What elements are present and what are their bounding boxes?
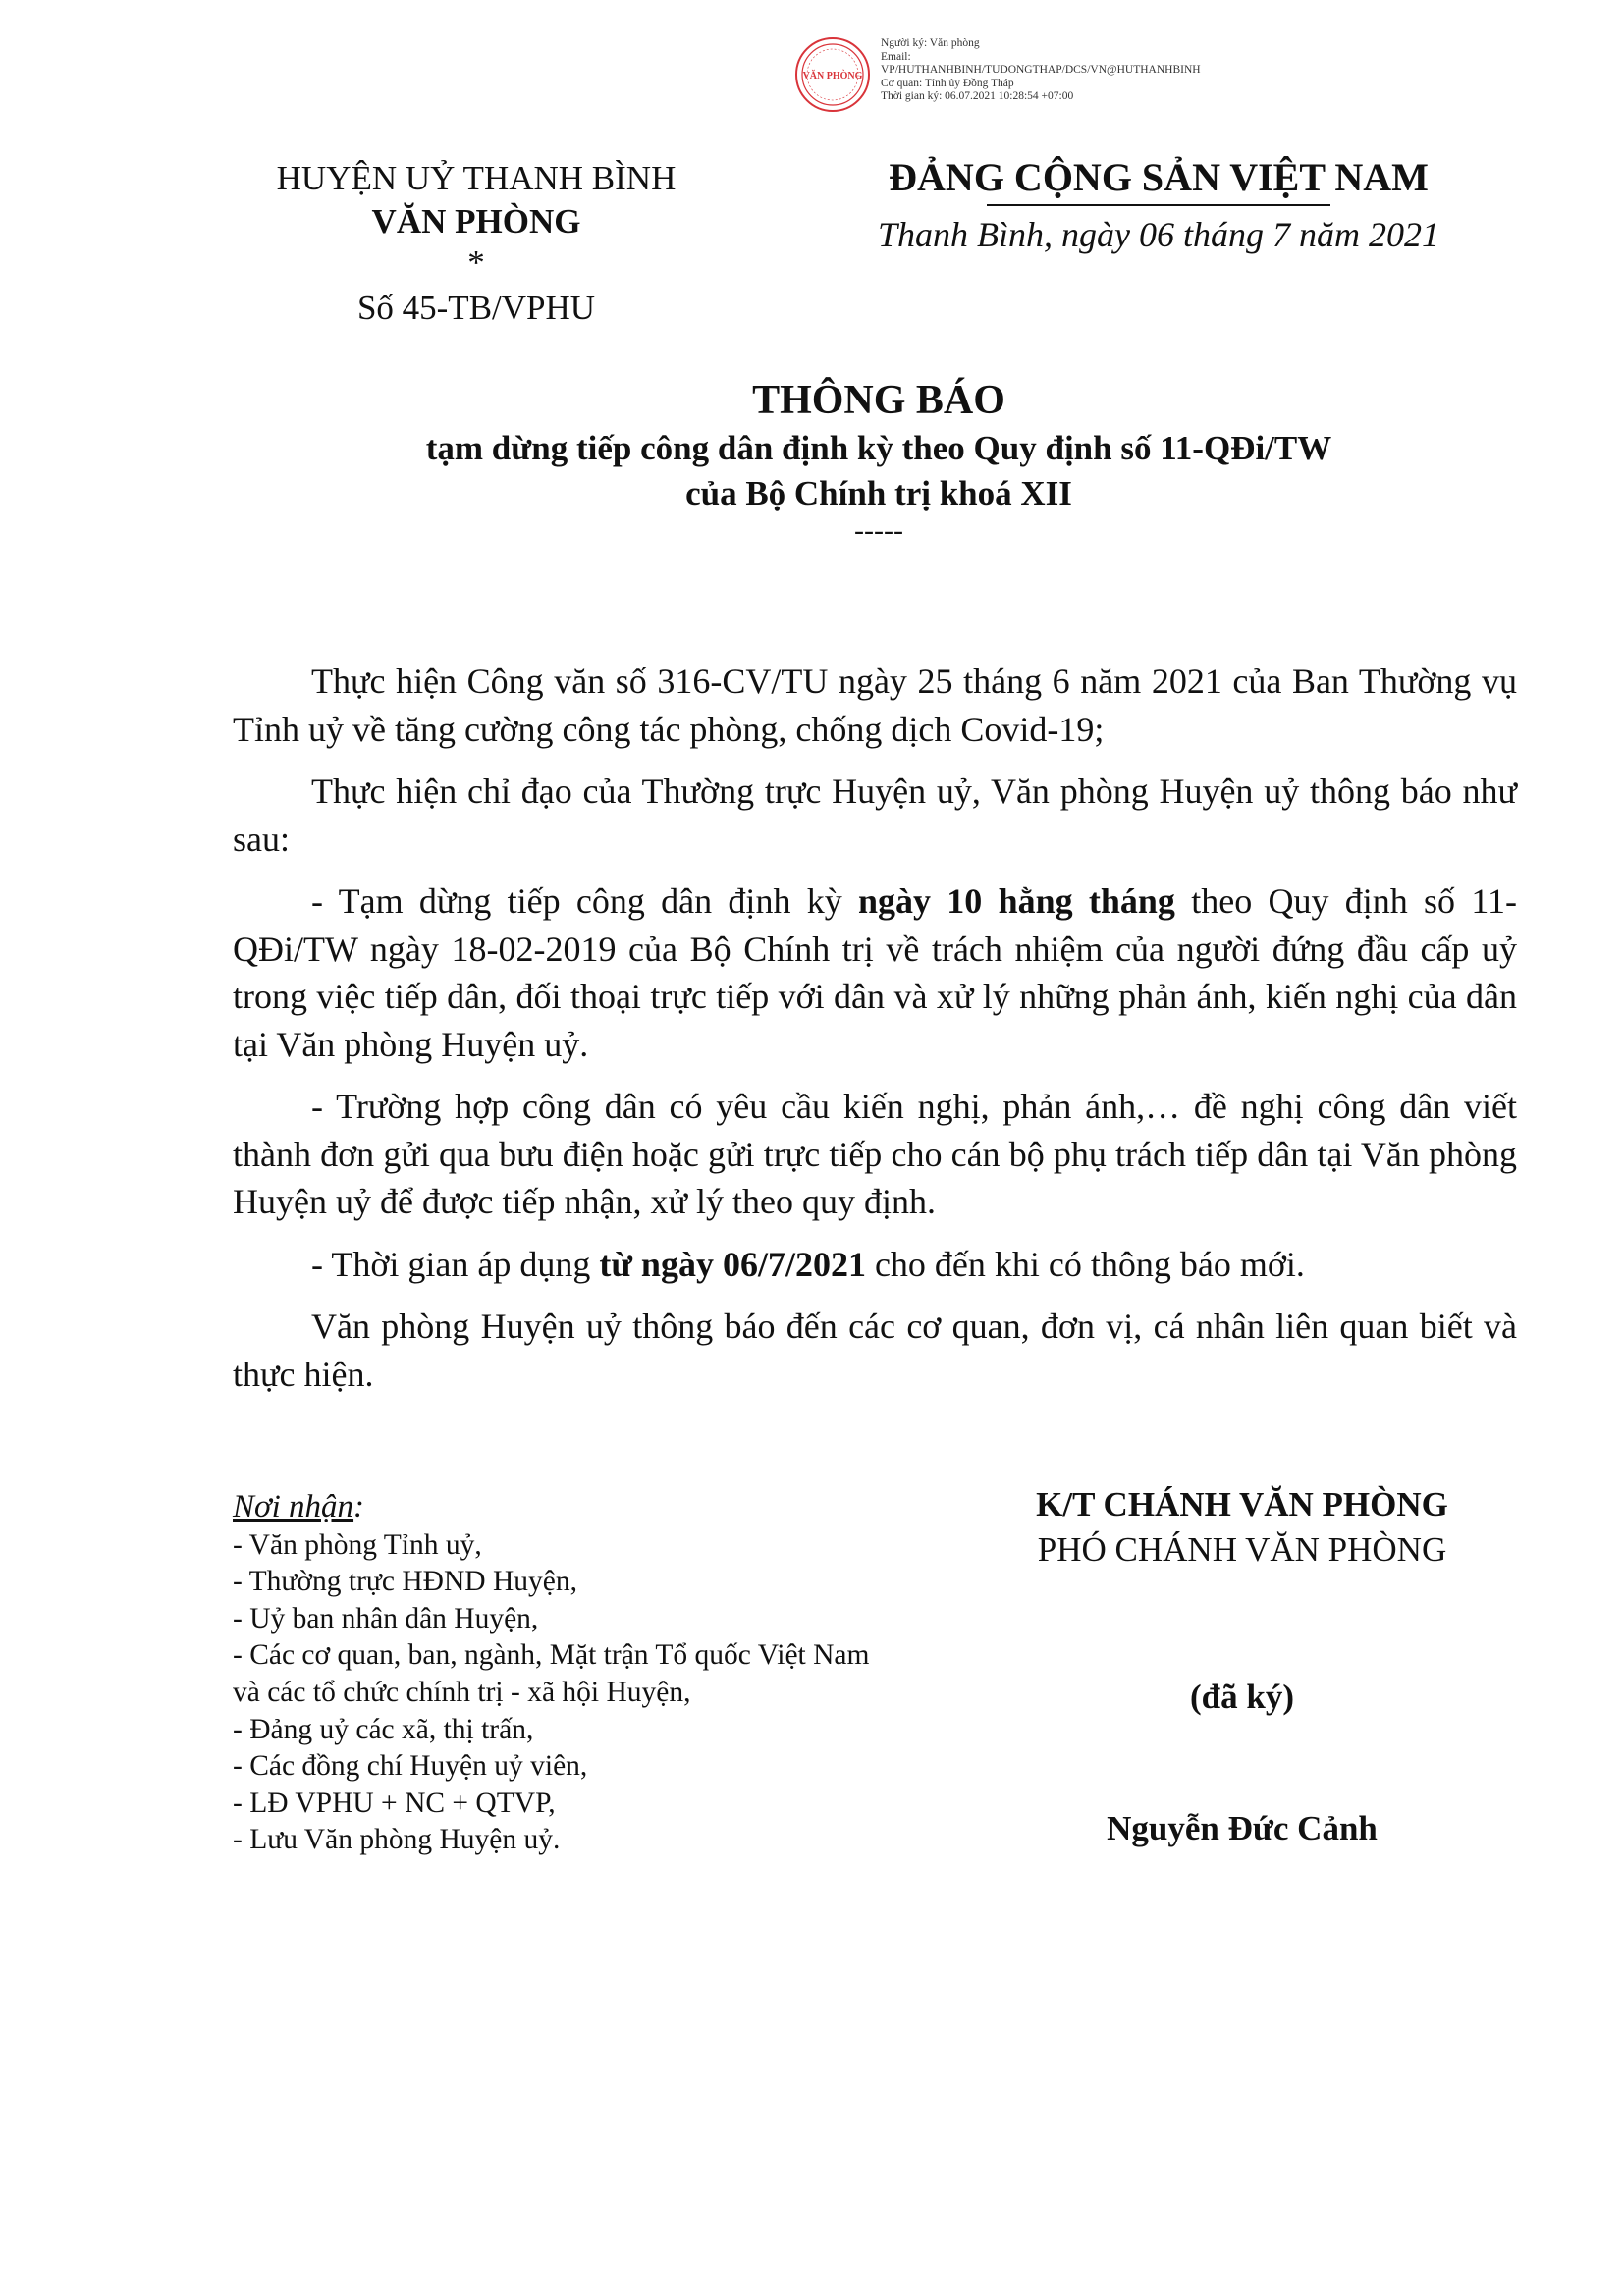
- digital-signature-stamp: [793, 35, 872, 114]
- recipient-item: - Văn phòng Tỉnh uỷ,: [233, 1528, 482, 1561]
- p5-text-c: cho đến khi có thông báo mới.: [865, 1244, 1305, 1284]
- recipients-block: [233, 1487, 1038, 1859]
- recipient-item: - Uỷ ban nhân dân Huyện,: [233, 1602, 539, 1634]
- signer-role-primary: K/T CHÁNH VĂN PHÒNG: [1036, 1485, 1448, 1523]
- recipients-heading: [233, 1487, 1038, 1527]
- signer-name: Nguyễn Đức Cảnh: [1107, 1809, 1378, 1847]
- body-paragraph-4: - Trường hợp công dân có yêu cầu kiến nghị, phản ánh,… đề nghị công dân viết thành đơn gửi qua bưu điện hoặc gửi trực tiếp cho cán bộ phụ trách tiếp dân tại Văn phòng Huyện uỷ để được tiếp nhận, xử lý theo quy định.: [233, 1087, 1517, 1221]
- recipient-item: - LĐ VPHU + NC + QTVP,: [233, 1787, 556, 1819]
- signature-line: Cơ quan: Tỉnh ủy Đồng Tháp: [881, 77, 1014, 89]
- p3-text-a: - Tạm dừng tiếp công dân định kỳ: [311, 881, 858, 921]
- document-title-block: [191, 375, 1566, 546]
- signature-line: Email:: [881, 50, 911, 63]
- signature-line: Người ký: Văn phòng: [881, 37, 980, 49]
- recipients-title: Nơi nhận: [233, 1489, 354, 1524]
- recipient-item: - Các cơ quan, ban, ngành, Mặt trận Tổ quốc Việt Nam: [233, 1639, 870, 1672]
- body-paragraph-1: Thực hiện Công văn số 316-CV/TU ngày 25 tháng 6 năm 2021 của Ban Thường vụ Tỉnh uỷ về tăng cường công tác phòng, chống dịch Covid-19;: [233, 662, 1517, 749]
- recipient-item: - Đảng uỷ các xã, thị trấn,: [233, 1713, 534, 1745]
- signature-line: Thời gian ký: 06.07.2021 10:28:54 +07:00: [881, 90, 1074, 102]
- recipient-item: và các tổ chức chính trị - xã hội Huyện,: [233, 1676, 691, 1708]
- recipient-item: - Thường trực HĐND Huyện,: [233, 1566, 577, 1598]
- party-header: [805, 153, 1512, 257]
- document-subtitle-1: tạm dừng tiếp công dân định kỳ theo Quy định số 11-QĐi/TW: [425, 429, 1332, 467]
- party-name: ĐẢNG CỘNG SẢN VIỆT NAM: [889, 155, 1429, 199]
- issuer-header: [191, 157, 761, 330]
- date-line: Thanh Bình, ngày 06 tháng 7 năm 2021: [878, 215, 1439, 254]
- signature-info: [881, 37, 1391, 104]
- document-body: [233, 658, 1517, 1413]
- recipient-item: - Các đồng chí Huyện uỷ viên,: [233, 1750, 588, 1783]
- body-paragraph-3: [233, 878, 1517, 1068]
- document-subtitle-2: của Bộ Chính trị khoá XII: [685, 474, 1072, 512]
- recipients-colon: :: [353, 1489, 365, 1524]
- header-star: *: [467, 243, 485, 282]
- p5-text-a: - Thời gian áp dụng: [311, 1244, 600, 1284]
- p3-bold: ngày 10 hằng tháng: [858, 881, 1175, 921]
- p5-bold: từ ngày 06/7/2021: [599, 1244, 866, 1284]
- p3-text-c: theo Quy định số 11-QĐi/TW ngày 18-02-2019 của Bộ Chính trị về trách nhiệm của người đứng đầu cấp uỷ trong việc tiếp dân, đối thoại trực tiếp với dân và xử lý những phản ánh, kiến nghị của dân tại Văn phòng Huyện uỷ.: [233, 881, 1517, 1064]
- signer-role-secondary: PHÓ CHÁNH VĂN PHÒNG: [1037, 1530, 1447, 1569]
- stamp-text: VĂN PHÒNG: [802, 71, 863, 81]
- title-separator: -----: [854, 514, 903, 547]
- party-underline: [987, 204, 1330, 206]
- body-paragraph-6: Văn phòng Huyện uỷ thông báo đến các cơ quan, đơn vị, cá nhân liên quan biết và thực hiện.: [233, 1307, 1517, 1394]
- document-title: THÔNG BÁO: [752, 378, 1005, 423]
- issuer-organization: HUYỆN UỶ THANH BÌNH: [276, 159, 677, 197]
- issuer-office: VĂN PHÒNG: [371, 202, 581, 240]
- signature-line: VP/HUTHANHBINH/TUDONGTHAP/DCS/VN@HUTHANHBINH: [881, 64, 1201, 76]
- recipient-item: - Lưu Văn phòng Huyện uỷ.: [233, 1824, 561, 1856]
- body-paragraph-2: Thực hiện chỉ đạo của Thường trực Huyện uỷ, Văn phòng Huyện uỷ thông báo như sau:: [233, 772, 1517, 859]
- signer-block: [982, 1482, 1502, 1851]
- body-paragraph-5: [233, 1241, 1517, 1289]
- document-number: Số 45-TB/VPHU: [356, 289, 596, 327]
- signed-note: (đã ký): [1190, 1678, 1294, 1716]
